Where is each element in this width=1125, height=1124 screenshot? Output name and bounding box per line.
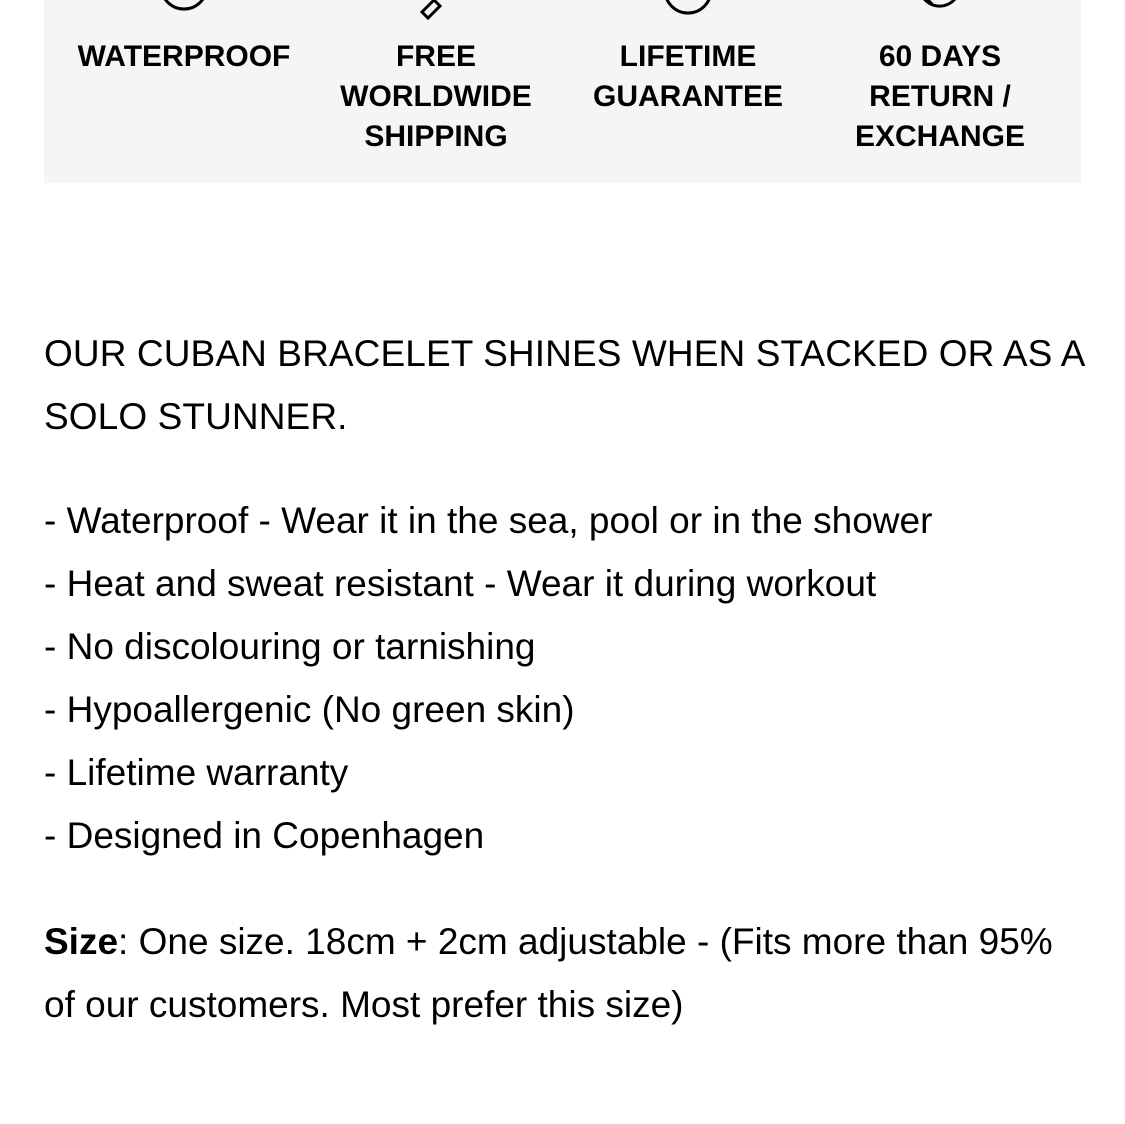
list-item: - Designed in Copenhagen: [44, 815, 485, 856]
features-bar: [44, 0, 1081, 183]
return-arrows-icon: [914, 0, 966, 18]
feature-lifetime-guarantee: [562, 0, 814, 183]
list-item: - Heat and sweat resistant - Wear it during workout: [44, 563, 877, 604]
list-item: - Hypoallergenic (No green skin): [44, 689, 575, 730]
pen-icon: [410, 0, 462, 18]
feature-list: [44, 489, 1094, 867]
size-text: : One size. 18cm + 2cm adjustable - (Fits more than 95% of our customers. Most prefer this size): [44, 921, 1053, 1025]
feature-waterproof: [58, 0, 310, 183]
feature-label: FREE WORLDWIDE SHIPPING: [340, 40, 532, 153]
feature-free-shipping: [310, 0, 562, 183]
size-label: Size: [44, 921, 119, 962]
list-item: - Lifetime warranty: [44, 752, 349, 793]
feature-return-exchange: [814, 0, 1066, 183]
list-item: - No discolouring or tarnishing: [44, 626, 536, 667]
product-headline: OUR CUBAN BRACELET SHINES WHEN STACKED OR AS A SOLO STUNNER.: [44, 333, 1084, 437]
circle-badge-icon: [662, 0, 714, 18]
water-drop-icon: [158, 0, 210, 18]
feature-label: WATERPROOF: [77, 40, 291, 73]
size-info: [44, 910, 1084, 1036]
feature-label: 60 DAYS RETURN / EXCHANGE: [854, 40, 1026, 153]
list-item: - Waterproof - Wear it in the sea, pool or in the shower: [44, 500, 933, 541]
feature-label: LIFETIME GUARANTEE: [592, 40, 783, 113]
